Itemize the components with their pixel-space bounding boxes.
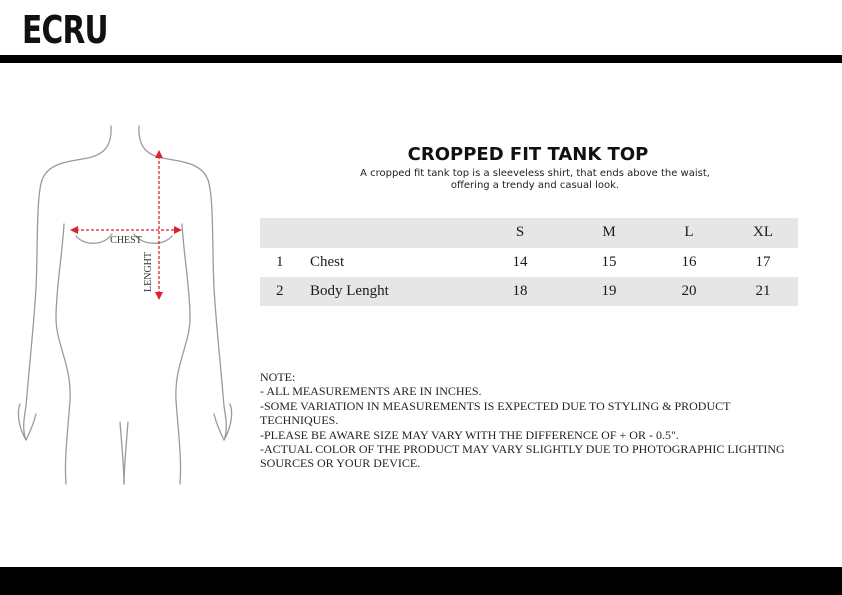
row-value-s: 18 bbox=[512, 283, 528, 299]
row-index: 1 bbox=[276, 254, 284, 270]
row-value-xl: 17 bbox=[755, 254, 771, 270]
row-value-m: 15 bbox=[601, 254, 617, 270]
description-line: A cropped fit tank top is a sleeveless shirt, that ends above the waist, bbox=[360, 168, 710, 179]
note-line: -PLEASE BE AWARE SIZE MAY VARY WITH THE DIFFERENCE OF + OR - 0.5". bbox=[260, 427, 679, 442]
size-chart-table bbox=[260, 218, 798, 306]
row-value-l: 16 bbox=[681, 254, 697, 270]
product-title: CROPPED FIT TANK TOP bbox=[407, 144, 649, 165]
notes-block bbox=[260, 370, 800, 471]
product-description bbox=[350, 168, 720, 192]
brand-logo: ECRU bbox=[22, 8, 108, 52]
table-row bbox=[260, 248, 798, 277]
note-line: SOURCES OR YOUR DEVICE. bbox=[260, 456, 421, 471]
header-rule bbox=[0, 55, 842, 63]
table-row bbox=[260, 277, 798, 306]
body-measurement-diagram bbox=[0, 118, 250, 490]
note-line: - ALL MEASUREMENTS ARE IN INCHES. bbox=[260, 384, 482, 399]
size-header-m: M bbox=[602, 224, 616, 240]
row-value-l: 20 bbox=[681, 283, 697, 299]
note-line: TECHNIQUES. bbox=[260, 413, 339, 428]
body-outline-left bbox=[24, 126, 111, 440]
row-measurement-name: Chest bbox=[310, 254, 345, 270]
size-header-l: L bbox=[684, 224, 694, 240]
note-line: -ACTUAL COLOR OF THE PRODUCT MAY VARY SLIGHTLY DUE TO PHOTOGRAPHIC LIGHTING bbox=[260, 442, 785, 457]
size-header-row bbox=[260, 218, 798, 248]
chest-arrow-head-left bbox=[70, 226, 78, 234]
row-value-m: 19 bbox=[601, 283, 617, 299]
note-line: -SOME VARIATION IN MEASUREMENTS IS EXPECTED DUE TO STYLING & PRODUCT bbox=[260, 398, 731, 413]
note-line: NOTE: bbox=[260, 370, 296, 384]
chest-arrow-head-right bbox=[174, 226, 182, 234]
size-header-xl: XL bbox=[753, 224, 773, 240]
description-line: offering a trendy and casual look. bbox=[450, 180, 620, 191]
row-value-xl: 21 bbox=[755, 283, 771, 299]
footer-bar bbox=[0, 567, 842, 595]
length-arrow-head-top bbox=[155, 150, 163, 158]
length-label: LENGHT bbox=[143, 252, 154, 292]
chest-label: CHEST bbox=[110, 235, 142, 246]
size-header-s: S bbox=[515, 224, 525, 240]
row-measurement-name: Body Lenght bbox=[310, 283, 389, 299]
row-index: 2 bbox=[276, 283, 284, 299]
bust-curve-left bbox=[76, 234, 112, 243]
length-arrow-head-bottom bbox=[155, 292, 163, 300]
row-value-s: 14 bbox=[512, 254, 528, 270]
